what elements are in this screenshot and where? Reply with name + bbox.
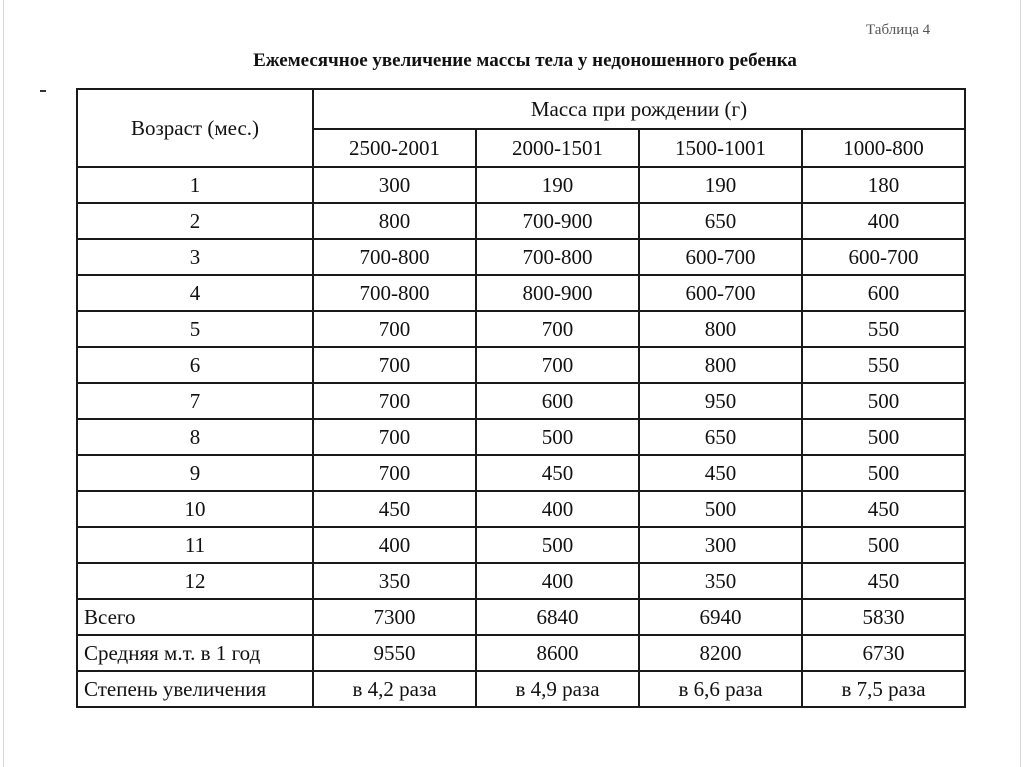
age-cell: 12 [77, 563, 313, 599]
summary-value: 6840 [476, 599, 639, 635]
scan-mark [40, 90, 46, 92]
age-cell: 11 [77, 527, 313, 563]
value-cell: 500 [476, 419, 639, 455]
value-cell: 700 [313, 311, 476, 347]
table-row [77, 455, 965, 491]
table-number-caption: Таблица 4 [866, 22, 931, 38]
value-cell: 600-700 [639, 239, 802, 275]
table-row [77, 527, 965, 563]
summary-label: Всего [77, 599, 313, 635]
age-cell: 3 [77, 239, 313, 275]
table-row [77, 275, 965, 311]
value-cell: 800-900 [476, 275, 639, 311]
value-cell: 450 [313, 491, 476, 527]
value-cell: 700 [313, 383, 476, 419]
value-cell: 450 [476, 455, 639, 491]
value-cell: 500 [802, 419, 965, 455]
value-cell: 650 [639, 203, 802, 239]
value-cell: 700 [313, 419, 476, 455]
value-cell: 300 [313, 167, 476, 203]
table-row [77, 239, 965, 275]
summary-row-total [77, 599, 965, 635]
summary-value: 8600 [476, 635, 639, 671]
value-cell: 550 [802, 347, 965, 383]
value-cell: 600-700 [639, 275, 802, 311]
header-row-top [77, 89, 965, 129]
value-cell: 190 [639, 167, 802, 203]
value-cell: 600 [476, 383, 639, 419]
value-cell: 180 [802, 167, 965, 203]
age-cell: 10 [77, 491, 313, 527]
value-cell: 300 [639, 527, 802, 563]
value-cell: 450 [802, 563, 965, 599]
summary-value: 6940 [639, 599, 802, 635]
value-cell: 500 [639, 491, 802, 527]
column-header: 1500-1001 [639, 129, 802, 167]
value-cell: 700-900 [476, 203, 639, 239]
age-cell: 8 [77, 419, 313, 455]
value-cell: 800 [639, 311, 802, 347]
summary-value: 7300 [313, 599, 476, 635]
table-row [77, 311, 965, 347]
summary-label: Степень увеличения [77, 671, 313, 707]
summary-value: 6730 [802, 635, 965, 671]
age-cell: 1 [77, 167, 313, 203]
value-cell: 450 [639, 455, 802, 491]
age-cell: 6 [77, 347, 313, 383]
value-cell: 700 [476, 347, 639, 383]
column-header: 1000-800 [802, 129, 965, 167]
left-frame-line [3, 0, 4, 767]
summary-value: в 7,5 раза [802, 671, 965, 707]
summary-value: в 6,6 раза [639, 671, 802, 707]
table-row [77, 347, 965, 383]
age-cell: 2 [77, 203, 313, 239]
age-cell: 5 [77, 311, 313, 347]
table-title: Ежемесячное увеличение массы тела у недоношенного ребенка [253, 50, 797, 71]
value-cell: 350 [313, 563, 476, 599]
value-cell: 400 [476, 491, 639, 527]
summary-value: 9550 [313, 635, 476, 671]
summary-label: Средняя м.т. в 1 год [77, 635, 313, 671]
value-cell: 800 [639, 347, 802, 383]
value-cell: 400 [802, 203, 965, 239]
value-cell: 450 [802, 491, 965, 527]
value-cell: 650 [639, 419, 802, 455]
value-cell: 600 [802, 275, 965, 311]
right-frame-line [1020, 0, 1021, 767]
value-cell: 800 [313, 203, 476, 239]
age-cell: 4 [77, 275, 313, 311]
age-cell: 7 [77, 383, 313, 419]
value-cell: 700 [313, 455, 476, 491]
value-cell: 350 [639, 563, 802, 599]
summary-row-increase [77, 671, 965, 707]
table-row [77, 167, 965, 203]
value-cell: 500 [476, 527, 639, 563]
summary-row-average [77, 635, 965, 671]
summary-value: в 4,2 раза [313, 671, 476, 707]
value-cell: 700-800 [313, 275, 476, 311]
summary-value: 8200 [639, 635, 802, 671]
table-row [77, 383, 965, 419]
table-row [77, 419, 965, 455]
value-cell: 500 [802, 527, 965, 563]
table-row [77, 491, 965, 527]
birth-weight-group-header: Масса при рождении (г) [313, 89, 965, 129]
summary-value: в 4,9 раза [476, 671, 639, 707]
value-cell: 550 [802, 311, 965, 347]
column-header: 2500-2001 [313, 129, 476, 167]
weight-gain-table [76, 88, 966, 708]
value-cell: 500 [802, 383, 965, 419]
value-cell: 700 [313, 347, 476, 383]
value-cell: 950 [639, 383, 802, 419]
age-column-header: Возраст (мес.) [77, 89, 313, 167]
value-cell: 600-700 [802, 239, 965, 275]
age-cell: 9 [77, 455, 313, 491]
value-cell: 700 [476, 311, 639, 347]
value-cell: 700-800 [476, 239, 639, 275]
value-cell: 400 [313, 527, 476, 563]
value-cell: 190 [476, 167, 639, 203]
column-header: 2000-1501 [476, 129, 639, 167]
table-row [77, 563, 965, 599]
table-row [77, 203, 965, 239]
value-cell: 500 [802, 455, 965, 491]
value-cell: 700-800 [313, 239, 476, 275]
summary-value: 5830 [802, 599, 965, 635]
value-cell: 400 [476, 563, 639, 599]
